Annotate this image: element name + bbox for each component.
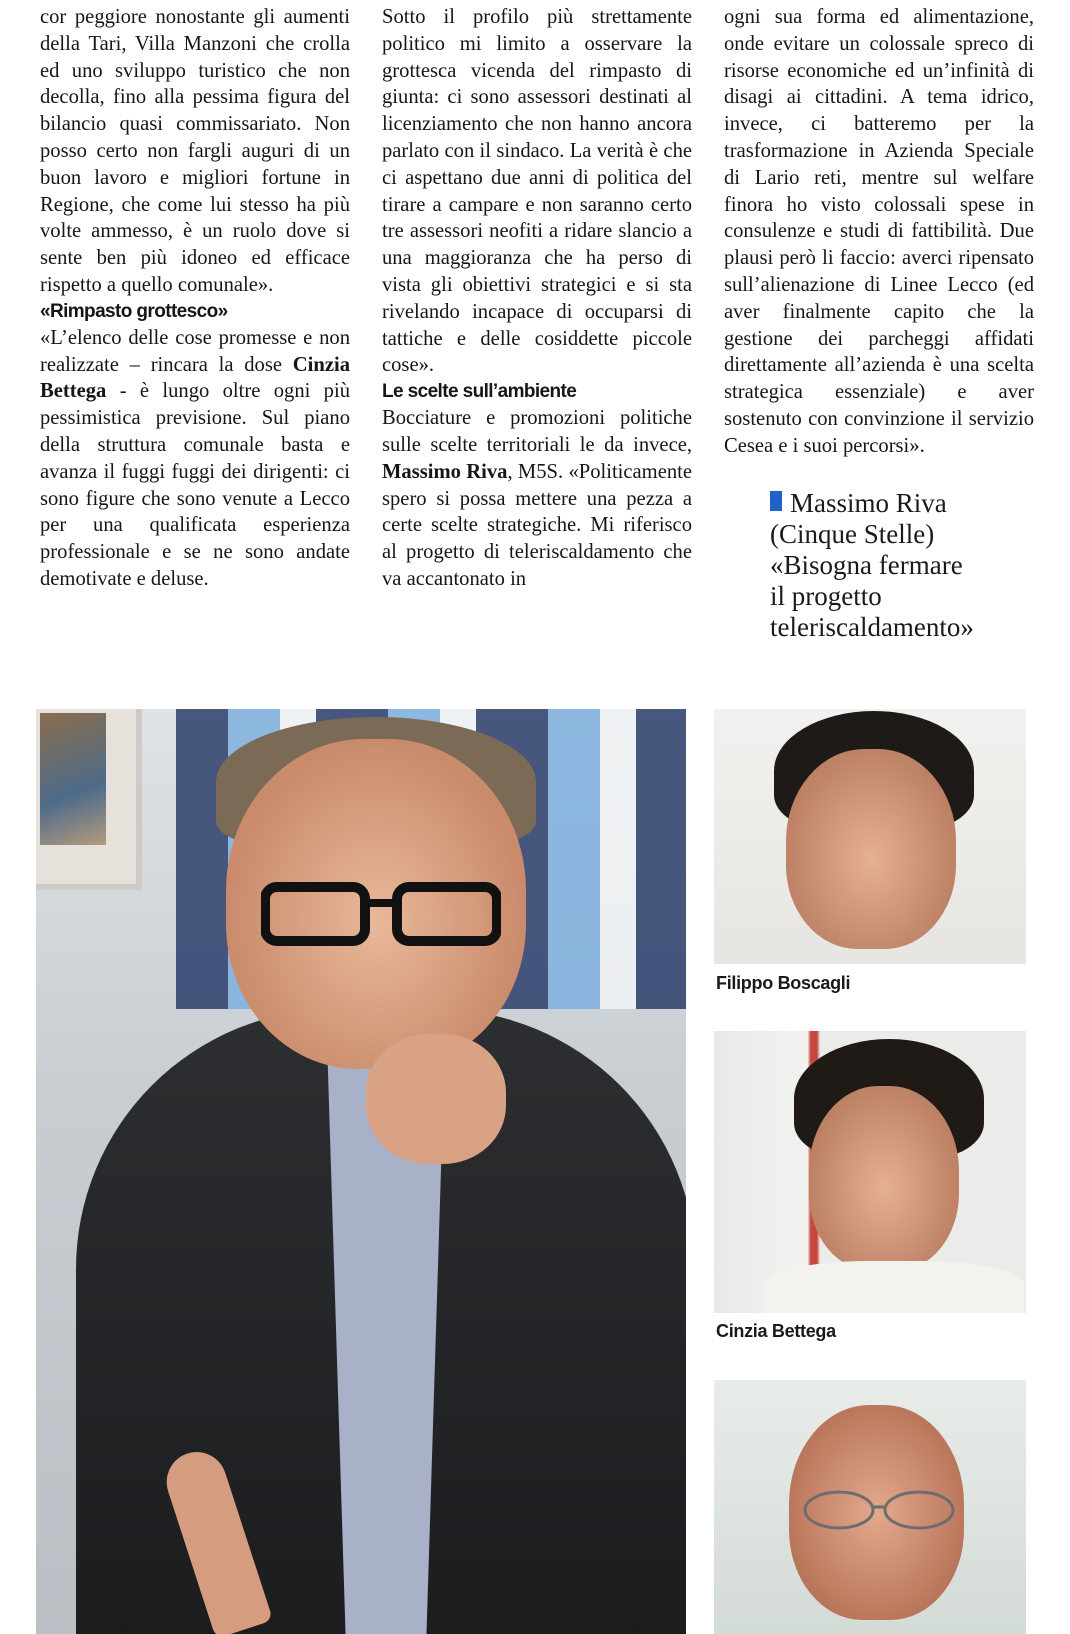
glasses-icon — [261, 879, 501, 949]
face — [786, 749, 956, 949]
pull-quote — [770, 488, 1030, 643]
body-text: Bocciature e promozioni politiche sulle scelte territoriali le da invece, — [382, 407, 692, 456]
portrait-man-bald-glasses — [714, 1380, 1026, 1634]
person-name: Cinzia Bettega — [40, 353, 350, 403]
wall-picture-frame — [36, 709, 142, 890]
main-photo-man-with-glasses — [36, 709, 686, 1634]
pull-quote-line: (Cinque Stelle) — [770, 519, 935, 549]
subheading: Le scelte sull’ambiente — [382, 381, 577, 403]
pull-quote-line: teleriscaldamento» — [770, 612, 974, 642]
pull-quote-line: il progetto — [770, 581, 882, 611]
hand-on-chin — [366, 1034, 506, 1164]
article-column-3 — [724, 4, 1034, 460]
body-paragraph: cor peggiore nonostante gli aumenti della Tari, Villa Manzoni che crolla ed uno sviluppo turistico che non decolla, fino alla pessima figura del bilancio quasi commissariato. Non posso certo non fargli auguri di un buon lavoro e migliori fortune in Regione, che come lui stesso ha più volte ammesso, è un ruolo dove si sente ben più idoneo ed efficace rispetto a quello comunale». — [40, 6, 350, 296]
face — [809, 1086, 959, 1271]
body-text: «L’elenco delle cose promesse e non realizzate – rincara la dose — [40, 326, 350, 376]
body-paragraph — [40, 325, 350, 593]
body-text: , M5S. «Politicamente spero si possa mettere una pezza a certe scelte strategiche. Mi riferisco al progetto di teleriscaldamento che va accantonato in — [382, 460, 692, 590]
body-text: - è lungo oltre ogni più pessimistica previsione. Sul piano della struttura comunale basta e avanza il fuggi fuggi dei dirigenti: ci sono figure che sono venute a Lecco per una qualificata esperienza professionale e se ne sono andate demotivate e deluse. — [40, 380, 350, 590]
blouse — [764, 1261, 1024, 1313]
portrait-filippo-boscagli — [714, 709, 1026, 964]
subheading: «Rimpasto grottesco» — [40, 300, 228, 322]
body-paragraph: Sotto il profilo più strettamente politico mi limito a osservare la grottesca vicenda del rimpasto di giunta: ci sono assessori destinati al licenziamento che non hanno ancora parlato con il sindaco. La verità è che ci aspettano due anni di politica del tirare a campare e non saranno certo tre assessori neofiti a ridare slancio a una maggioranza che ha perso di vista gli obiettivi strategici e si sta rivelando incapace di occuparsi di tattiche e delle cosiddette piccole cose». — [382, 6, 692, 377]
photo-caption: Filippo Boscagli — [716, 973, 851, 993]
article-column-1 — [40, 4, 350, 593]
pull-quote-line: Massimo Riva — [790, 488, 947, 518]
article-column-2 — [382, 4, 692, 593]
portrait-cinzia-bettega — [714, 1031, 1026, 1313]
person-name: Massimo Riva — [382, 460, 508, 483]
quote-marker-icon — [770, 491, 782, 511]
body-paragraph — [382, 405, 692, 593]
photo-caption: Cinzia Bettega — [716, 1321, 836, 1341]
pull-quote-line: «Bisogna fermare — [770, 550, 963, 580]
glasses-icon — [799, 1485, 959, 1535]
body-paragraph: ogni sua forma ed alimentazione, onde evitare un colossale spreco di risorse economiche ed un’infinità di disagi ai cittadini. A tema idrico, invece, ci batteremo per la trasformazione in Azienda Speciale di Lario reti, mentre sul welfare finora ho visto colossali spese in consulenze e studi di fattibilità. Due plausi però li faccio: averci ripensato sull’alienazione di Linee Lecco (ed aver finalmente capito che la gestione dei parcheggi affidati direttamente all’azienda è una scelta strategica essenziale) e aver sostenuto con convinzione il servizio Cesea e i suoi percorsi». — [724, 6, 1034, 457]
